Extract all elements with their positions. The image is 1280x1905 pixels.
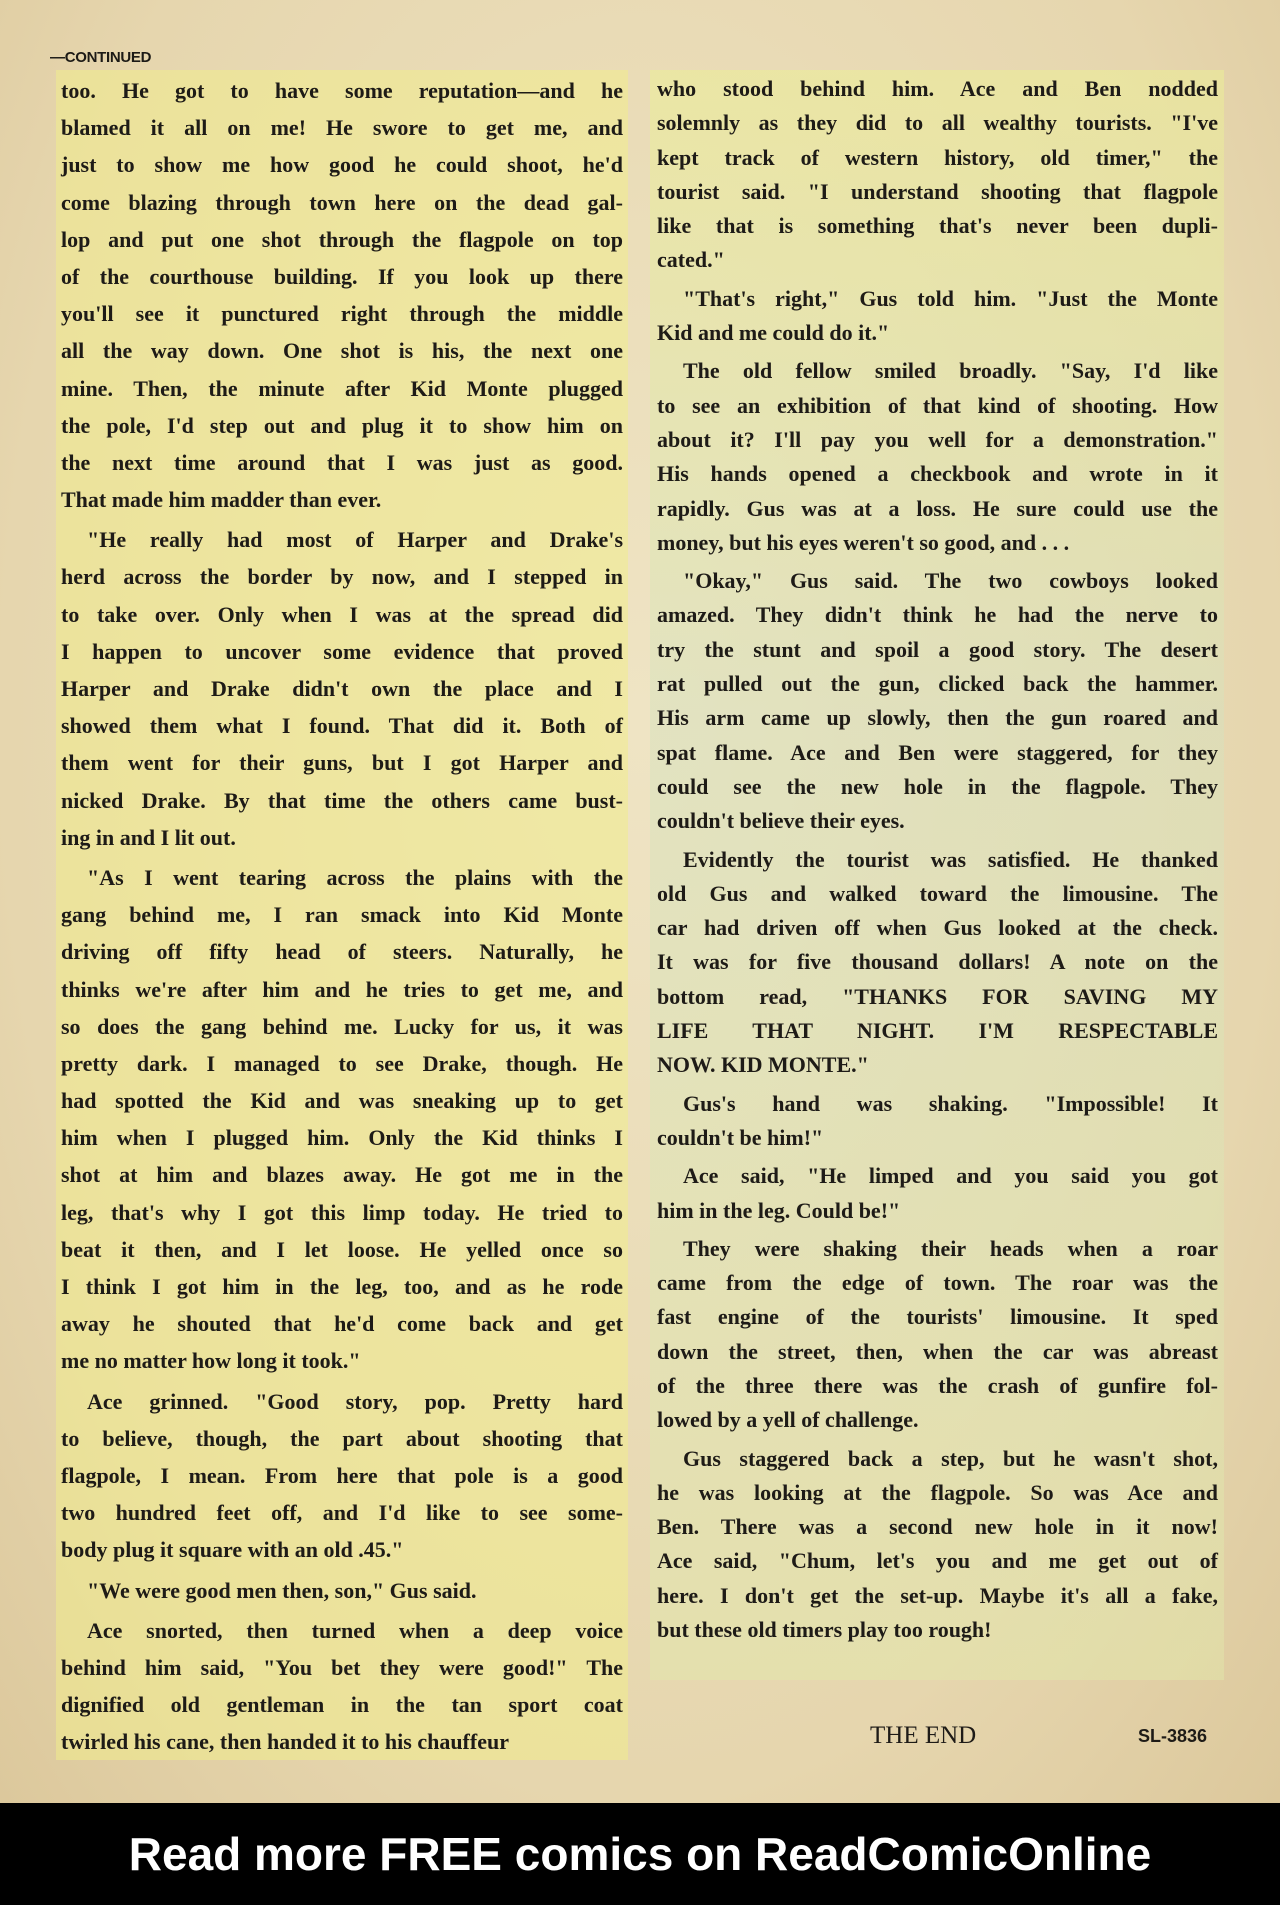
text-line: His arm came up slowly, then the gun roared and <box>657 705 1218 731</box>
text-line: dignified old gentleman in the tan sport coat <box>61 1692 623 1718</box>
text-line: Harper and Drake didn't own the place and I <box>61 676 623 701</box>
text-line: I think I got him in the leg, too, and as he rode <box>61 1274 623 1299</box>
text-line: but these old timers play too rough! <box>657 1617 992 1643</box>
text-line: two hundred feet off, and I'd like to see some- <box>61 1500 623 1526</box>
paragraph <box>657 72 1218 278</box>
text-line: They were shaking their heads when a roar <box>683 1235 1218 1261</box>
text-line: try the stunt and spoil a good story. The desert <box>657 636 1218 662</box>
text-line: to believe, though, the part about shooting that <box>61 1425 623 1451</box>
text-line: rat pulled out the gun, clicked back the hammer. <box>657 671 1218 697</box>
text-line: tourist said. "I understand shooting that flagpole <box>657 178 1218 204</box>
text-line: away he shouted that he'd come back and get <box>61 1311 623 1337</box>
text-line: here. I don't get the set-up. Maybe it's all a fake, <box>657 1582 1218 1608</box>
text-line: came from the edge of town. The roar was the <box>657 1270 1218 1296</box>
text-line: Evidently the tourist was satisfied. He thanked <box>683 846 1218 872</box>
text-line: money, but his eyes weren't so good, and . . . <box>657 529 1070 555</box>
text-line: so does the gang behind me. Lucky for us, it was <box>61 1013 623 1039</box>
text-line: about it? I'll pay you well for a demonstration." <box>657 426 1218 452</box>
text-line: car had driven off when Gus looked at the check. <box>657 915 1218 941</box>
text-line: them went for their guns, but I got Harper and <box>61 750 623 776</box>
paragraph <box>657 564 1218 838</box>
text-line: The old fellow smiled broadly. "Say, I'd like <box>683 358 1218 384</box>
paragraph <box>657 354 1218 560</box>
text-line: It was for five thousand dollars! A note on the <box>657 949 1218 975</box>
text-line: mine. Then, the minute after Kid Monte plugged <box>61 375 623 401</box>
text-line: couldn't believe their eyes. <box>657 808 905 834</box>
text-line: behind him said, "You bet they were good!" The <box>61 1654 623 1680</box>
paragraph <box>61 72 623 518</box>
text-line: like that is something that's never been dupli- <box>657 213 1218 239</box>
text-line: who stood behind him. Ace and Ben nodded <box>657 76 1218 101</box>
paragraph <box>657 1087 1218 1156</box>
text-line: NOW. KID MONTE." <box>657 1052 869 1078</box>
text-line: I happen to uncover some evidence that proved <box>61 638 623 664</box>
text-line: Ben. There was a second new hole in it now! <box>657 1514 1218 1540</box>
text-line: could see the new hole in the flagpole. They <box>657 773 1218 799</box>
text-line: lowed by a yell of challenge. <box>657 1407 919 1433</box>
text-line: "He really had most of Harper and Drake's <box>87 527 623 553</box>
text-line: twirled his cane, then handed it to his chauffeur <box>61 1729 509 1755</box>
text-line: he was looking at the flagpole. So was Ace and <box>657 1479 1218 1505</box>
text-line: couldn't be him!" <box>657 1124 824 1150</box>
text-line: Gus's hand was shaking. "Impossible! It <box>683 1090 1218 1116</box>
continued-label: —CONTINUED <box>50 49 152 66</box>
text-line: kept track of western history, old timer," the <box>657 144 1218 170</box>
text-line: shot at him and blazes away. He got me in the <box>61 1162 623 1188</box>
text-line: spat flame. Ace and Ben were staggered, for they <box>657 739 1218 765</box>
text-line: Kid and me could do it." <box>657 320 890 346</box>
text-line: pretty dark. I managed to see Drake, though. He <box>61 1050 623 1076</box>
paragraph <box>657 843 1218 1083</box>
text-line: solemnly as they did to all wealthy tourists. "I've <box>657 110 1218 136</box>
text-line: nicked Drake. By that time the others came bust- <box>61 787 623 813</box>
text-line: Ace said, "He limped and you said you got <box>683 1163 1218 1189</box>
text-line: Ace said, "Chum, let's you and me get out of <box>657 1548 1218 1574</box>
text-line: thinks we're after him and he tries to get me, and <box>61 976 623 1002</box>
text-line: had spotted the Kid and was sneaking up to get <box>61 1088 623 1114</box>
paragraph <box>61 859 623 1380</box>
paragraph <box>61 1612 623 1761</box>
text-line: LIFE THAT NIGHT. I'M RESPECTABLE <box>657 1018 1218 1044</box>
the-end-label: THE END <box>870 1722 977 1749</box>
promo-banner-text: Read more FREE comics on ReadComicOnline <box>128 1828 1152 1880</box>
text-line: "We were good men then, son," Gus said. <box>87 1577 477 1603</box>
text-line: "Okay," Gus said. The two cowboys looked <box>683 568 1218 594</box>
text-line: driving off fifty head of steers. Naturally, he <box>61 939 623 965</box>
right-text-column <box>657 72 1218 1651</box>
text-line: "As I went tearing across the plains with the <box>87 864 623 890</box>
text-line: leg, that's why I got this limp today. He tried to <box>61 1199 623 1225</box>
text-line: to take over. Only when I was at the spread did <box>61 601 623 627</box>
text-line: herd across the border by now, and I stepped in <box>61 564 623 590</box>
paragraph <box>657 1232 1218 1438</box>
text-line: fast engine of the tourists' limousine. It sped <box>657 1304 1218 1330</box>
text-line: bottom read, "THANKS FOR SAVING MY <box>657 983 1218 1009</box>
text-line: body plug it square with an old .45." <box>61 1537 404 1563</box>
text-line: too. He got to have some reputation—and he <box>61 78 623 103</box>
text-line: you'll see it punctured right through the middle <box>61 301 623 327</box>
text-line: beat it then, and I let loose. He yelled once so <box>61 1236 623 1262</box>
story-code: SL-3836 <box>1138 1726 1208 1746</box>
text-line: rapidly. Gus was at a loss. He sure could use the <box>657 495 1218 521</box>
text-line: cated." <box>657 247 725 273</box>
paragraph <box>61 1572 623 1609</box>
text-line: Ace grinned. "Good story, pop. Pretty hard <box>87 1388 623 1414</box>
text-line: His hands opened a checkbook and wrote in it <box>657 461 1218 487</box>
text-line: him in the leg. Could be!" <box>657 1197 901 1223</box>
text-line: just to show me how good he could shoot, he'd <box>61 152 623 178</box>
promo-banner[interactable] <box>0 1803 1280 1905</box>
text-line: Ace snorted, then turned when a deep voice <box>87 1617 623 1643</box>
text-line: flagpole, I mean. From here that pole is a good <box>61 1462 623 1488</box>
text-line: the pole, I'd step out and plug it to show him on <box>61 412 623 438</box>
left-text-column <box>61 72 623 1763</box>
text-line: lop and put one shot through the flagpole on top <box>61 226 623 252</box>
paragraph <box>657 1442 1218 1648</box>
paragraph <box>61 1383 623 1569</box>
text-line: me no matter how long it took." <box>61 1348 361 1374</box>
paragraph <box>61 521 623 856</box>
text-line: showed them what I found. That did it. Both of <box>61 713 623 739</box>
text-line: old Gus and walked toward the limousine. The <box>657 880 1218 906</box>
text-line: to see an exhibition of that kind of shooting. How <box>657 392 1218 418</box>
text-line: of the three there was the crash of gunfire fol- <box>657 1372 1218 1398</box>
paragraph <box>657 282 1218 351</box>
text-line: down the street, then, when the car was abreast <box>657 1338 1218 1364</box>
text-line: of the courthouse building. If you look up there <box>61 263 623 289</box>
text-line: blamed it all on me! He swore to get me, and <box>61 115 623 141</box>
text-line: the next time around that I was just as good. <box>61 449 623 475</box>
text-line: all the way down. One shot is his, the next one <box>61 338 623 364</box>
text-line: ing in and I lit out. <box>61 824 236 850</box>
text-line: come blazing through town here on the dead gal- <box>61 189 623 215</box>
text-line: Gus staggered back a step, but he wasn't shot, <box>683 1445 1218 1471</box>
text-line: amazed. They didn't think he had the nerve to <box>657 602 1218 628</box>
text-line: "That's right," Gus told him. "Just the Monte <box>683 285 1218 311</box>
paragraph <box>657 1159 1218 1228</box>
text-line: gang behind me, I ran smack into Kid Monte <box>61 902 623 928</box>
text-line: That made him madder than ever. <box>61 487 382 513</box>
text-line: him when I plugged him. Only the Kid thinks I <box>61 1125 623 1151</box>
